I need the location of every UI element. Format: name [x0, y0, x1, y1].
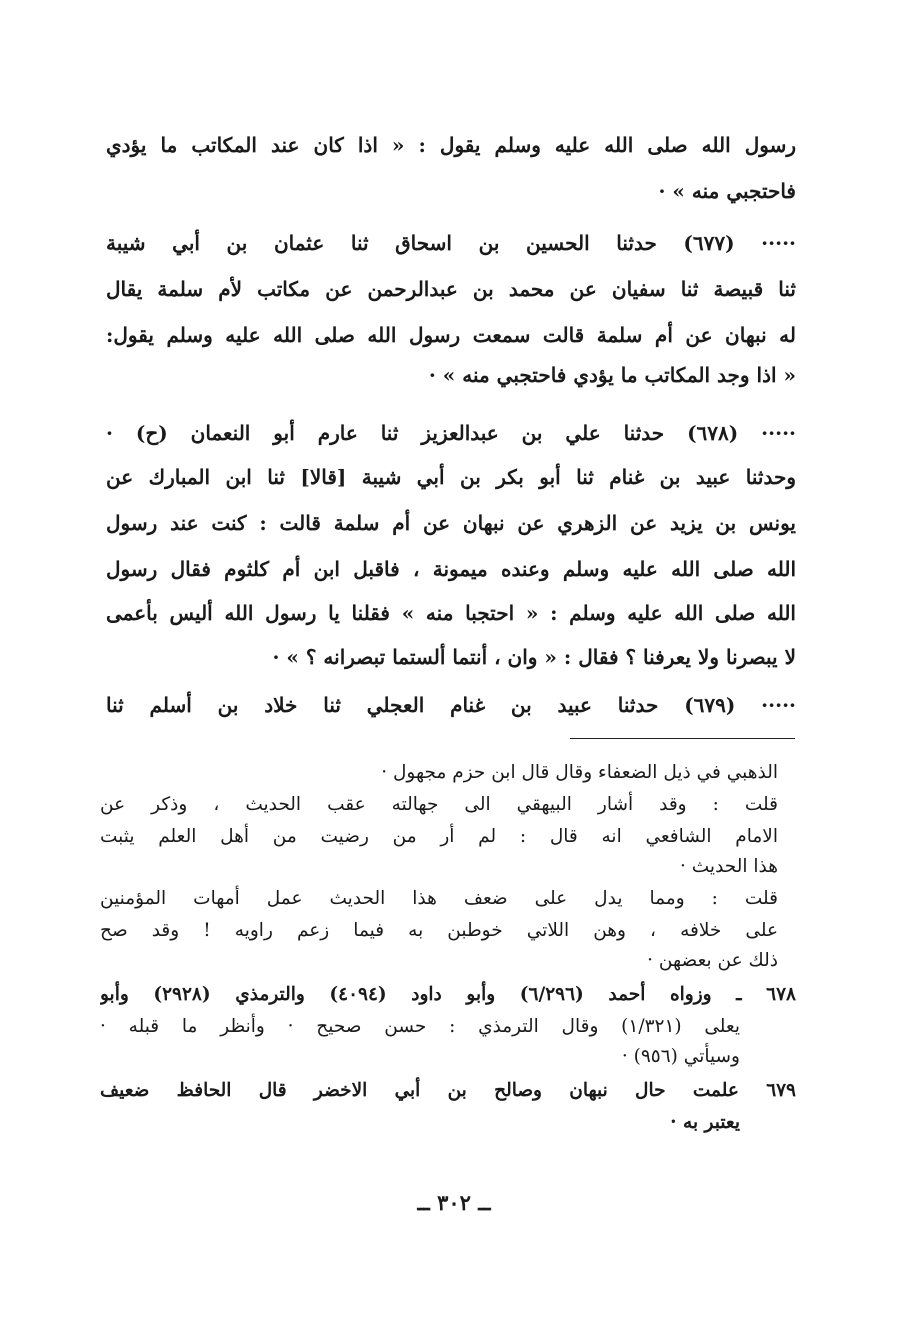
body-line-1: رسول الله صلى الله عليه وسلم يقول : « اذا كان عند المكاتب ما يؤدي	[106, 133, 796, 157]
body-line-2: فاحتجبي منه » ·	[658, 179, 796, 203]
footnote-line-12: يعتبر به ·	[670, 1112, 740, 1133]
footnote-line-6: على خلافه ، وهن اللاتي خوطبن به فيما زعم راويه ! وقد صح	[100, 920, 778, 941]
footnote-line-10: وسيأتي (٩٥٦) ·	[621, 1046, 740, 1067]
page-number: ــ ٣٠٢ ــ	[417, 1190, 491, 1215]
footnote-679: ٦٧٩ علمت حال نبهان وصالح بن أبي الاخضر قال الحافظ ضعيف	[100, 1080, 796, 1101]
footnote-line-2: قلت : وقد أشار البيهقي الى جهالته عقب الحديث ، وذكر عن	[100, 794, 778, 815]
footnote-678: ٦٧٨ ـ وزواه أحمد (٦/٢٩٦) وأبو داود (٤٠٩٤) والترمذي (٢٩٢٨) وأبو	[100, 984, 796, 1005]
body-line-8: وحدثنا عبيد بن غنام ثنا أبو بكر بن أبي شيبة [قالا] ثنا ابن المبارك عن	[106, 465, 796, 489]
body-line-4: ثنا قبيصة ثنا سفيان عن محمد بن عبدالرحمن عن مكاتب لأم سلمة يقال	[106, 277, 796, 301]
footnote-line-3: الامام الشافعي انه قال : لم أر من رضيت من أهل العلم يثبت	[100, 826, 778, 847]
footnote-line-9: يعلى (١/٣٢١) وقال الترمذي : حسن صحيح · وأنظر ما قبله ·	[100, 1016, 740, 1037]
hadith-679-heading: ····· (٦٧٩) حدثنا عبيد بن غنام العجلي ثنا خلاد بن أسلم ثنا	[106, 693, 796, 717]
body-line-10: الله صلى الله عليه وسلم وعنده ميمونة ، فاقبل ابن أم كلثوم فقال رسول	[106, 557, 796, 581]
footnote-line-1: الذهبي في ذيل الضعفاء وقال قال ابن حزم مجهول ·	[381, 762, 778, 783]
footnote-line-4: هذا الحديث ·	[680, 856, 778, 877]
footnote-line-7: ذلك عن بعضهن ·	[647, 950, 778, 971]
hadith-677-heading: ····· (٦٧٧) حدثنا الحسين بن اسحاق ثنا عثمان بن أبي شيبة	[106, 231, 796, 255]
hadith-678-heading: ····· (٦٧٨) حدثنا علي بن عبدالعزيز ثنا عارم أبو النعمان (ح) ·	[106, 421, 796, 445]
body-line-5: له نبهان عن أم سلمة قالت سمعت رسول الله صلى الله عليه وسلم يقول:	[106, 323, 796, 347]
body-line-9: يونس بن يزيد عن الزهري عن نبهان عن أم سلمة قالت : كنت عند رسول	[106, 511, 796, 535]
body-line-11: الله صلى الله عليه وسلم : « احتجبا منه » فقلنا يا رسول الله أليس بأعمى	[106, 601, 796, 625]
body-line-6: « اذا وجد المكاتب ما يؤدي فاحتجبي منه » ·	[428, 363, 796, 387]
footnote-line-5: قلت : ومما يدل على ضعف هذا الحديث عمل أمهات المؤمنين	[100, 888, 778, 909]
body-line-12: لا يبصرنا ولا يعرفنا ؟ فقال : « وان ، أنتما ألستما تبصرانه ؟ » ·	[272, 645, 796, 669]
footnote-separator	[570, 738, 795, 739]
